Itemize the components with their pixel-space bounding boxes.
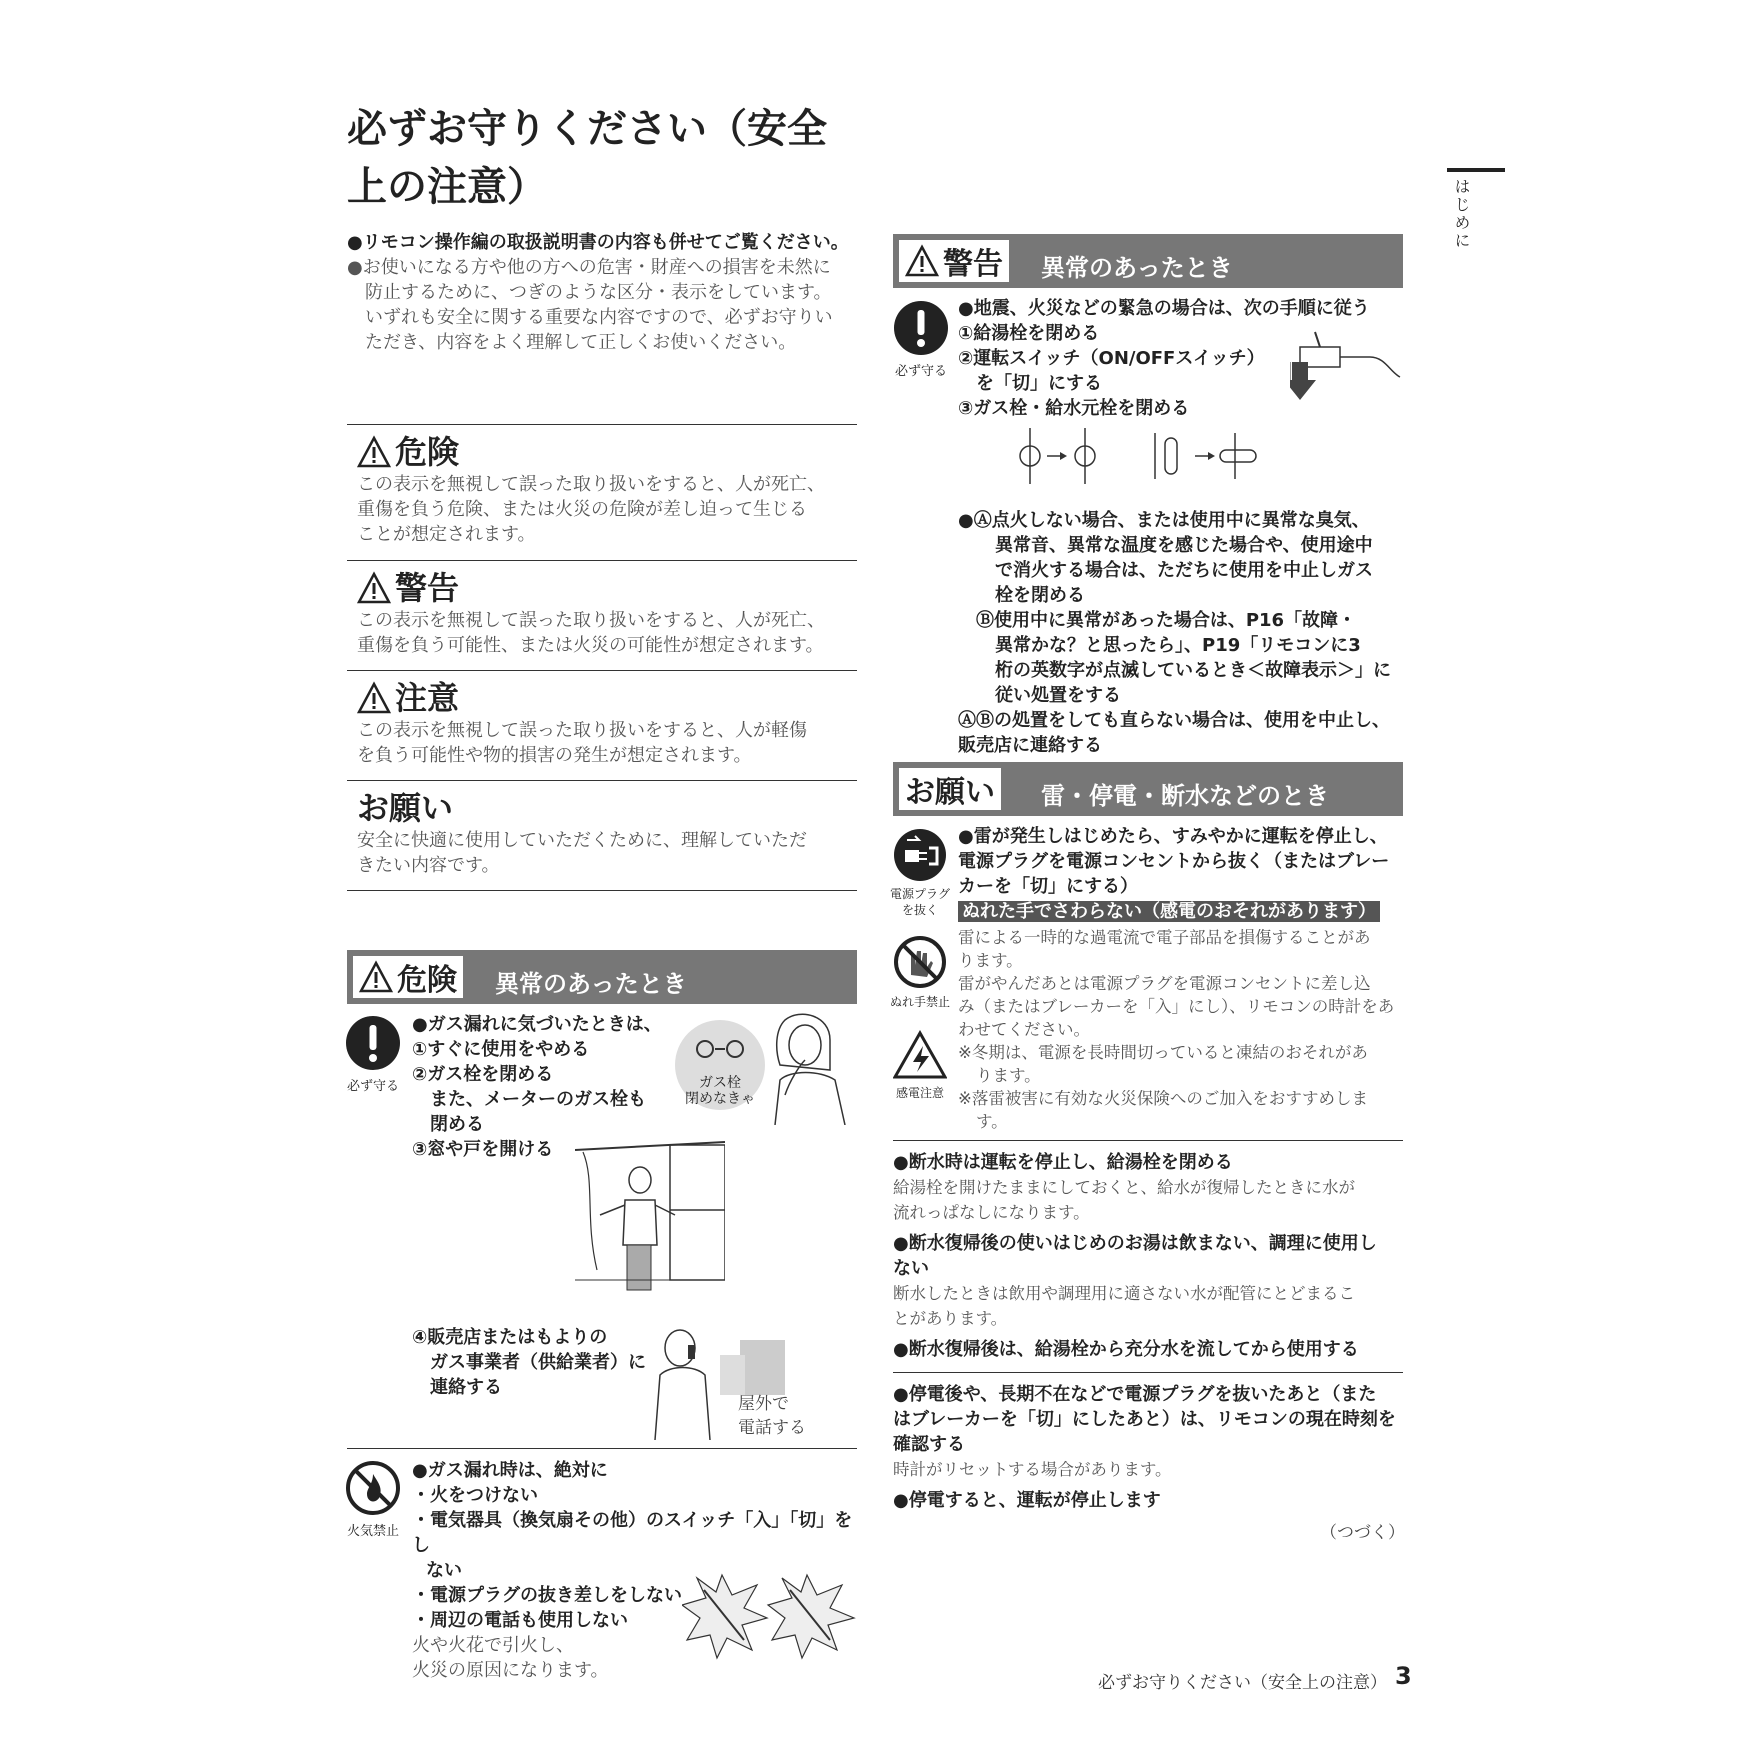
power-rule-1b: はブレーカーを「切」にしたあと）は、リモコンの現在時刻を <box>893 1409 1396 1430</box>
unplug-caption-line-1: 電源プラグ <box>890 887 951 901</box>
danger-step-2b: また、メーターのガス栓も <box>430 1089 646 1110</box>
warning-b-3: 桁の英数字が点滅しているとき＜故障表示＞」に <box>995 660 1391 681</box>
bubble-line-1: ガス栓 <box>699 1075 741 1091</box>
warning-step-2b: を「切」にする <box>976 373 1102 394</box>
fire-item-2a: ・電気器具（換気扇その他）のスイッチ「入」「切」をし <box>412 1510 853 1556</box>
window-opening-illustration <box>575 1140 725 1310</box>
divider <box>347 780 857 781</box>
warning-triangle-icon <box>357 681 391 715</box>
title-line-1: 必ずお守りください（安全 <box>347 106 827 152</box>
danger-lead: ●ガス漏れに気づいたときは、 <box>412 1014 662 1035</box>
request-tag: お願い <box>899 768 1001 810</box>
power-rule-1-note: 時計がリセットする場合があります。 <box>893 1460 1172 1479</box>
warning-c-1: ⒶⒷの処置をしても直らない場合は、使用を中止し、 <box>958 710 1390 731</box>
level-request-label: お願い <box>357 789 454 827</box>
power-rule-2: ●停電すると、運転が停止します <box>893 1490 1161 1511</box>
danger-step-4c: 連絡する <box>430 1377 502 1398</box>
faucet-illustration <box>1290 322 1402 402</box>
no-wet-hands-icon <box>893 935 947 989</box>
woman-covering-nose-illustration <box>755 1010 855 1125</box>
fire-prohibited-caption: 火気禁止 <box>346 1524 399 1539</box>
warning-a-1: ●Ⓐ点火しない場合、または使用中に異常な臭気、 <box>958 510 1370 531</box>
warning-triangle-icon <box>357 435 391 469</box>
thunder-note-8: ※落雷被害に有効な火災保険へのご加入をおすすめしま <box>958 1089 1368 1108</box>
divider <box>893 1140 1403 1141</box>
title-line-2: 上の注意） <box>347 164 547 210</box>
warning-b-2: 異常かな？と思ったら」、P19「リモコンに3 <box>995 635 1361 656</box>
water-rule-2a: ●断水復帰後の使いはじめのお湯は飲まない、調理に使用し <box>893 1233 1377 1254</box>
thunder-note-9: す。 <box>976 1112 1008 1131</box>
power-rule-1c: 確認する <box>893 1434 965 1455</box>
intro-bullet-2-line-2: 防止するために、つぎのような区分・表示をしています。 <box>365 282 832 303</box>
level-warning-label: 警告 <box>395 569 460 607</box>
danger-banner <box>347 950 857 1004</box>
thunder-1: ●雷が発生しはじめたら、すみやかに運転を停止し、 <box>958 826 1388 847</box>
level-danger-desc-3: ことが想定されます。 <box>357 524 536 545</box>
water-rule-2b: ない <box>893 1258 929 1279</box>
exclamation-icon <box>893 300 949 356</box>
level-warning-desc-1: この表示を無視して誤った取り扱いをすると、人が死亡、 <box>357 610 825 631</box>
level-request-desc-1: 安全に快適に使用していただくために、理解していただ <box>357 830 807 851</box>
page-title <box>347 100 867 216</box>
divider <box>347 424 857 425</box>
electric-shock-icon <box>893 1030 947 1080</box>
water-outage-block <box>893 1150 1405 1362</box>
water-rule-1-note-2: 流れっぱなしになります。 <box>893 1203 1090 1222</box>
water-rule-2-note-1: 断水したときは飲用や調理用に適さない水が配管にとどまるこ <box>893 1284 1355 1303</box>
warning-abnormal <box>958 508 1408 758</box>
level-danger <box>357 432 857 547</box>
thunder-note-7: ります。 <box>976 1066 1041 1085</box>
warning-tag-label: 警告 <box>943 247 1003 282</box>
level-danger-desc-1: この表示を無視して誤った取り扱いをすると、人が死亡、 <box>357 474 825 495</box>
warning-c-2: 販売店に連絡する <box>958 735 1102 756</box>
level-danger-desc-2: 重傷を負う危険、または火災の危険が差し迫って生じる <box>357 499 807 520</box>
intro <box>347 230 867 355</box>
thunder-3: カーを「切」にする） <box>958 876 1138 897</box>
request-heading: 雷・停電・断水などのとき <box>1041 782 1329 810</box>
exclamation-icon <box>345 1015 401 1071</box>
warning-triangle-icon <box>357 571 391 605</box>
thunder-note-2: ります。 <box>958 951 1023 970</box>
thunder-rules <box>958 824 1408 924</box>
must-do-icon-block <box>345 1015 403 1094</box>
intro-bullet-2-line-1: ●お使いになる方や他の方への危害・財産への損害を未然に <box>347 257 831 278</box>
fire-item-4: ・周辺の電話も使用しない <box>412 1610 628 1631</box>
side-tab-rule <box>1447 168 1505 172</box>
warning-step-3: ③ガス栓・給水元栓を閉める <box>958 398 1190 419</box>
unplug-caption <box>890 886 950 918</box>
warning-triangle-icon <box>359 960 393 994</box>
thunder-note-5: わせてください。 <box>958 1020 1090 1039</box>
unplug-icon-block <box>890 828 951 918</box>
warning-banner <box>893 234 1403 288</box>
level-caution-desc-1: この表示を無視して誤った取り扱いをすると、人が軽傷 <box>357 720 807 741</box>
wet-hands-icon-block <box>890 935 951 1010</box>
warning-triangle-icon <box>905 244 939 278</box>
warning-heading: 異常のあったとき <box>1041 254 1233 282</box>
fire-item-3: ・電源プラグの抜き差しをしない <box>412 1585 682 1606</box>
fire-item-1: ・火をつけない <box>412 1485 538 1506</box>
level-warning-heading <box>357 568 857 608</box>
water-rule-1-note-1: 給湯栓を開けたままにしておくと、給水が復帰したときに水が <box>893 1178 1355 1197</box>
level-caution-heading <box>357 678 857 718</box>
warning-b-1: Ⓑ使用中に異常があった場合は、P16「故障・ <box>976 610 1357 631</box>
valve-close-diagram <box>1015 428 1275 484</box>
warning-step-2a: ②運転スイッチ（ON/OFFスイッチ） <box>958 348 1265 369</box>
divider <box>347 1448 857 1449</box>
danger-heading: 異常のあったとき <box>495 970 687 998</box>
danger-tag-label: 危険 <box>397 963 457 998</box>
danger-step-1: ①すぐに使用をやめる <box>412 1039 590 1060</box>
divider <box>347 670 857 671</box>
intro-bullet-1: ●リモコン操作編の取扱説明書の内容も併せてご覧ください。 <box>347 232 849 253</box>
must-do-caption: 必ず守る <box>346 1079 399 1094</box>
fire-prohibited-block <box>345 1460 403 1539</box>
outside-line-1: 屋外で <box>738 1394 789 1414</box>
warning-must-do-caption: 必ず守る <box>894 364 947 379</box>
no-spark-illustration <box>682 1570 857 1660</box>
level-danger-heading <box>357 432 857 472</box>
warning-tag <box>899 240 1009 282</box>
thunder-note-4: み（またはブレーカーを「入」にし）、リモコンの時計をあ <box>958 997 1395 1016</box>
shock-icon-block <box>893 1030 950 1101</box>
page-number: 3 <box>1395 1662 1412 1690</box>
no-fire-icon <box>345 1460 401 1516</box>
outside-line-2: 電話する <box>738 1418 806 1438</box>
level-danger-label: 危険 <box>395 433 460 471</box>
danger-step-2: ②ガス栓を閉める <box>412 1064 554 1085</box>
fire-item-2b: ない <box>426 1560 462 1581</box>
level-warning-desc-2: 重傷を負う可能性、または火災の可能性が想定されます。 <box>357 635 824 656</box>
fire-lead: ●ガス漏れ時は、絶対に <box>412 1460 608 1481</box>
warning-b-4: 従い処置をする <box>995 685 1121 706</box>
danger-step-2c: 閉める <box>430 1114 484 1135</box>
warning-a-4: 栓を閉める <box>995 585 1085 606</box>
level-caution <box>357 678 857 768</box>
divider <box>893 1372 1403 1373</box>
intro-bullet-2-line-3: いずれも安全に関する重要な内容ですので、必ずお守りい <box>365 307 833 328</box>
side-tab-label: はじめに <box>1452 178 1471 250</box>
power-rule-1a: ●停電後や、長期不在などで電源プラグを抜いたあと（また <box>893 1384 1377 1405</box>
danger-step-4a: ④販売店またはもよりの <box>412 1327 608 1348</box>
wet-hands-caption: ぬれ手禁止 <box>890 995 951 1009</box>
level-request-desc-2: きたい内容です。 <box>357 855 500 876</box>
power-outage-block <box>893 1382 1405 1513</box>
water-rule-1: ●断水時は運転を停止し、給湯栓を閉める <box>893 1152 1233 1173</box>
shock-caption: 感電注意 <box>895 1086 944 1100</box>
danger-step-4 <box>412 1325 672 1400</box>
speech-bubble <box>675 1020 765 1110</box>
water-rule-3: ●断水復帰後は、給湯栓から充分水を流してから使用する <box>893 1339 1359 1360</box>
unplug-caption-line-2: を抜く <box>901 903 938 917</box>
bubble-line-2: 閉めなきゃ <box>685 1091 755 1107</box>
unplug-icon <box>893 828 947 882</box>
water-rule-2-note-2: とがあります。 <box>893 1309 1008 1328</box>
thunder-notes <box>958 926 1408 1133</box>
divider <box>347 560 857 561</box>
warning-must-do-block <box>893 300 951 379</box>
thunder-note-6: ※冬期は、電源を長時間切っていると凍結のおそれがあ <box>958 1043 1368 1062</box>
danger-step-4b: ガス事業者（供給業者）に <box>430 1352 646 1373</box>
level-warning <box>357 568 857 658</box>
gas-valve-icon <box>695 1032 745 1066</box>
danger-step-3: ③窓や戸を開ける <box>412 1139 554 1160</box>
continued-label: （つづく） <box>1320 1523 1405 1543</box>
fire-note-2: 火災の原因になります。 <box>412 1660 609 1681</box>
warning-a-2: 異常音、異常な温度を感じた場合や、使用途中 <box>995 535 1373 556</box>
footer-text: 必ずお守りください（安全上の注意） <box>1098 1673 1387 1693</box>
divider <box>347 890 857 891</box>
thunder-note-1: 雷による一時的な過電流で電子部品を損傷することがあ <box>958 928 1371 947</box>
thunder-note-3: 雷がやんだあとは電源プラグを電源コンセントに差し込 <box>958 974 1371 993</box>
intro-bullet-2-line-4: ただき、内容をよく理解して正しくお使いください。 <box>365 332 797 353</box>
wet-hands-warning: ぬれた手でさわらない（感電のおそれがあります） <box>958 901 1380 922</box>
warning-lead: ●地震、火災などの緊急の場合は、次の手順に従う <box>958 298 1370 319</box>
danger-tag <box>353 956 463 998</box>
level-caution-label: 注意 <box>395 679 460 717</box>
warning-step-1: ①給湯栓を閉める <box>958 323 1100 344</box>
level-caution-desc-2: を負う可能性や物的損害の発生が想定されます。 <box>357 745 752 766</box>
level-request <box>357 788 857 878</box>
outside-label <box>738 1392 806 1440</box>
thunder-2: 電源プラグを電源コンセントから抜く（またはブレー <box>958 851 1390 872</box>
warning-a-3: で消火する場合は、ただちに使用を中止しガス <box>995 560 1373 581</box>
request-banner <box>893 762 1403 816</box>
fire-note-1: 火や火花で引火し、 <box>412 1635 574 1656</box>
